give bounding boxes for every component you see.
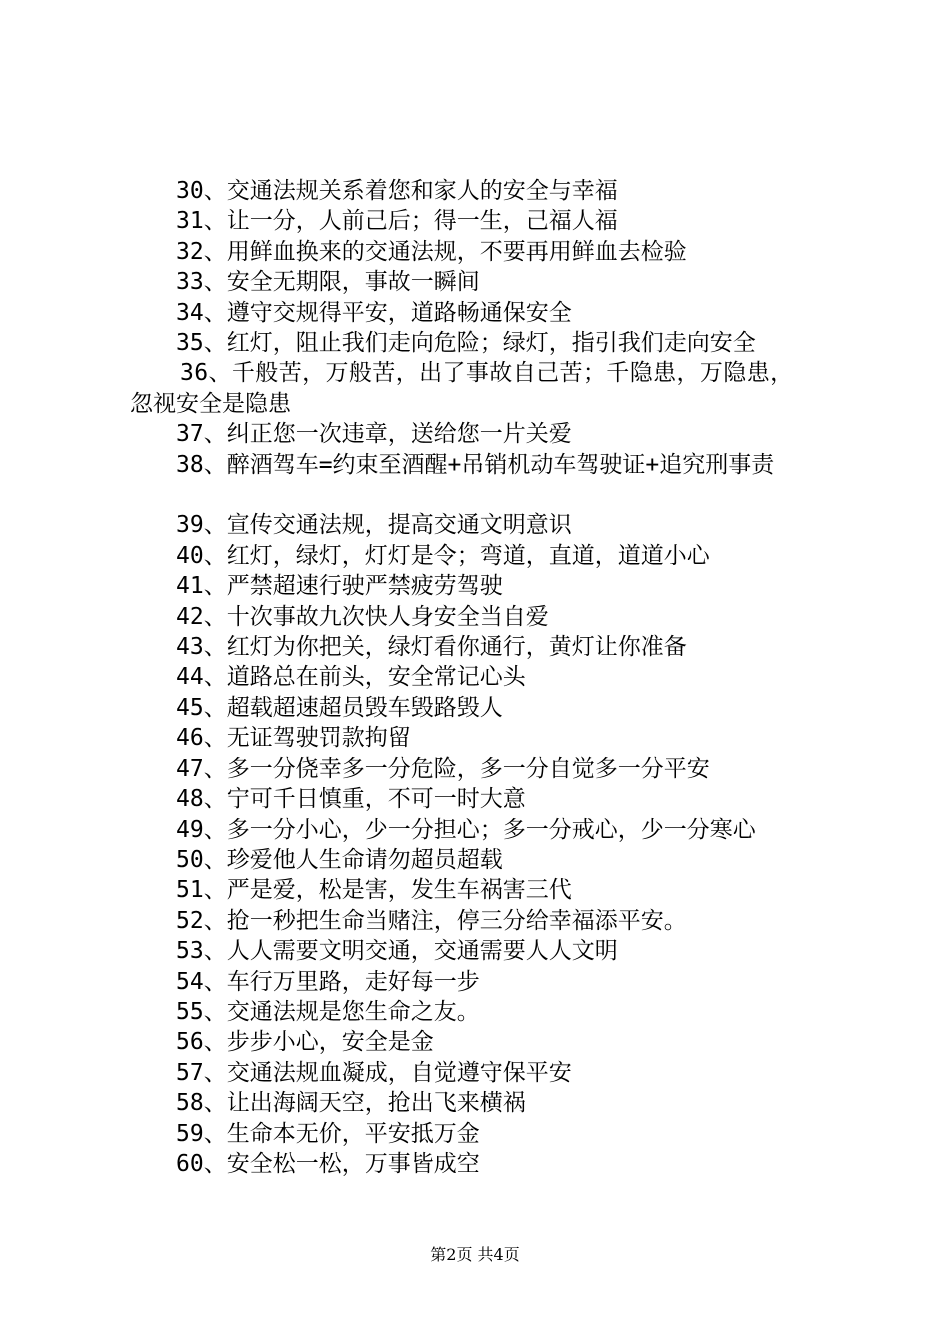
list-item: 45、超载超速超员毁车毁路毁人 [176,694,503,721]
list-item: 47、多一分侥幸多一分危险，多一分自觉多一分平安 [176,755,710,782]
list-item: 36、千般苦，万般苦，出了事故自己苦；千隐患，万隐患， [180,360,794,387]
list-item: 34、遵守交规得平安，道路畅通保安全 [176,299,572,326]
list-item: 57、交通法规血凝成，自觉遵守保平安 [176,1059,572,1086]
list-item: 51、严是爱，松是害，发生车祸害三代 [176,877,572,904]
list-item: 44、道路总在前头，安全常记心头 [176,664,526,691]
list-item: 31、让一分，人前己后；得一生，己福人福 [176,208,618,235]
list-item: 48、宁可千日慎重，不可一时大意 [176,786,526,813]
list-item: 41、严禁超速行驶严禁疲劳驾驶 [176,573,503,600]
list-item: 43、红灯为你把关，绿灯看你通行，黄灯让你准备 [176,634,687,661]
list-item: 54、车行万里路，走好每一步 [176,968,480,995]
list-item: 33、安全无期限，事故一瞬间 [176,269,480,296]
slogan-list [130,176,850,1179]
list-item: 59、生命本无价，平安抵万金 [176,1120,480,1147]
list-item: 52、抢一秒把生命当赌注，停三分给幸福添平安。 [176,907,687,934]
list-item: 49、多一分小心，少一分担心；多一分戒心，少一分寒心 [176,816,756,843]
list-item: 37、纠正您一次违章，送给您一片关爱 [176,421,572,448]
list-item: 56、步步小心，安全是金 [176,1029,434,1056]
list-item: 42、十次事故九次快人身安全当自爱 [176,603,549,630]
list-item: 32、用鲜血换来的交通法规，不要再用鲜血去检验 [176,238,687,265]
page-footer: 第2页 共4页 [430,1245,520,1264]
list-item: 40、红灯，绿灯，灯灯是令；弯道，直道，道道小心 [176,542,710,569]
list-item: 58、让出海阔天空，抢出飞来横祸 [176,1090,526,1117]
list-item: 53、人人需要文明交通，交通需要人人文明 [176,938,618,965]
list-item: 50、珍爱他人生命请勿超员超载 [176,846,503,873]
list-item-continuation: 忽视安全是隐患 [130,390,291,417]
list-item: 60、安全松一松，万事皆成空 [176,1150,480,1177]
list-item: 55、交通法规是您生命之友。 [176,998,480,1025]
list-item: 46、无证驾驶罚款拘留 [176,725,411,752]
blank-line [130,480,850,510]
list-item: 38、醉酒驾车=约束至酒醒+吊销机动车驾驶证+追究刑事责 [176,451,775,478]
list-item: 35、红灯，阻止我们走向危险；绿灯，指引我们走向安全 [176,330,756,357]
list-item: 30、交通法规关系着您和家人的安全与幸福 [176,178,618,204]
list-item: 39、宣传交通法规，提高交通文明意识 [176,512,572,539]
